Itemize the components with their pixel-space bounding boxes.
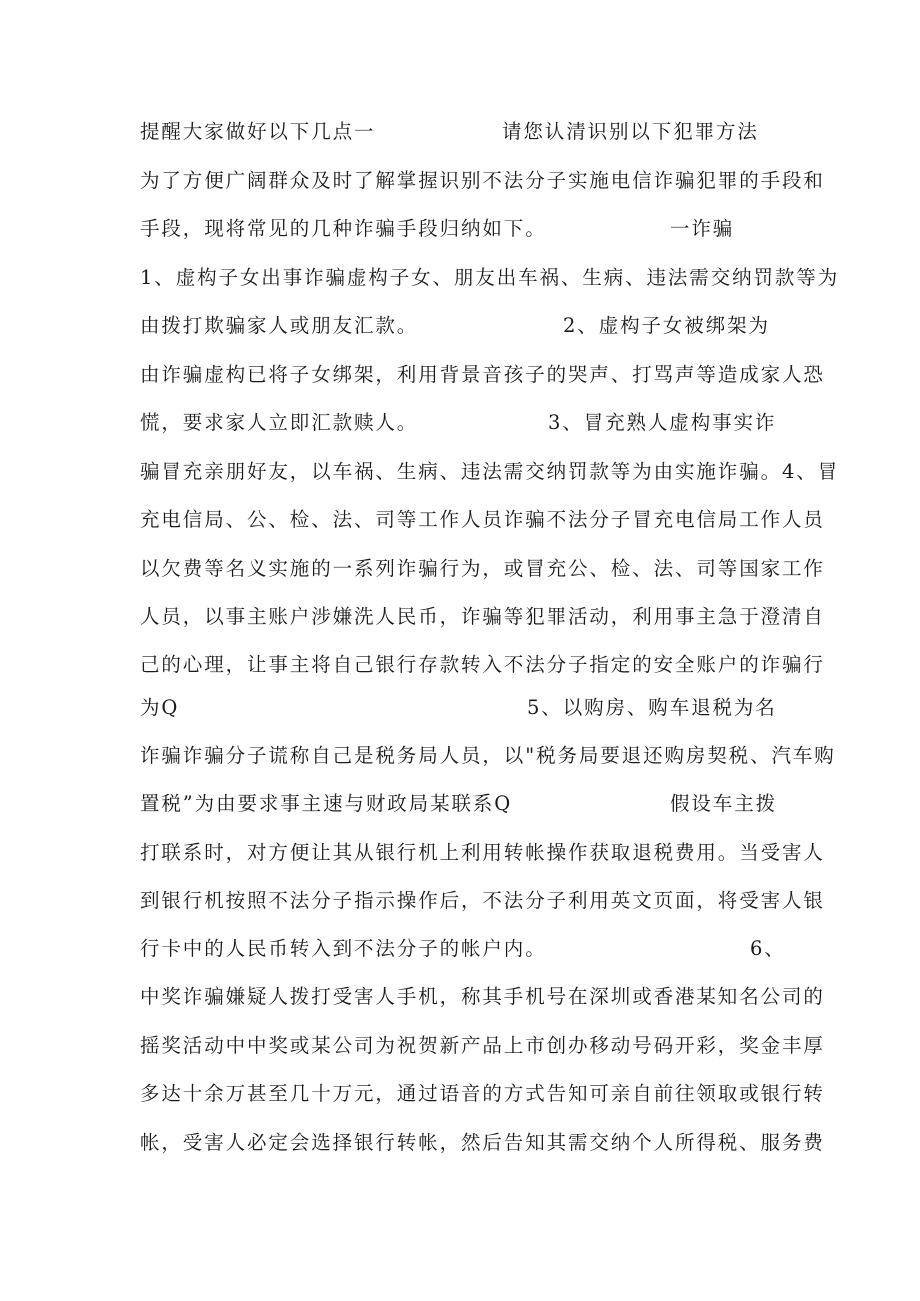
line-16-text: 打联系时，对方便让其从银行机上利用转帐操作获取退税费用。当受害人 (140, 841, 825, 864)
line-5-left: 由拨打欺骗家人或朋友汇款。 (140, 314, 419, 337)
line-15-right: 假设车主拨 (670, 792, 778, 815)
line-7-left: 慌，要求家人立即汇款赎人。 (140, 411, 419, 434)
text-line-7 (140, 408, 790, 438)
text-line-20 (140, 1031, 825, 1061)
text-line-4 (140, 263, 840, 293)
text-line-8 (140, 457, 840, 487)
line-1-right: 请您认清识别以下犯罪方法 (502, 120, 759, 143)
text-line-3 (140, 214, 790, 244)
line-22-text: 帐，受害人必定会选择银行转帐，然后告知其需交纳个人所得税、服务费 (140, 1131, 825, 1154)
text-line-16 (140, 838, 825, 868)
text-line-17 (140, 886, 825, 916)
line-18-left: 行卡中的人民币转入到不法分子的帐户内。 (140, 937, 547, 960)
line-10-text: 以欠费等名义实施的一系列诈骗行为，或冒充公、检、法、司等国家工作 (140, 557, 825, 580)
line-9-text: 充电信局、公、检、法、司等工作人员诈骗不法分子冒充电信局工作人员 (140, 508, 825, 531)
text-line-14 (140, 741, 836, 771)
text-line-10 (140, 554, 825, 584)
line-19-text: 中奖诈骗嫌疑人拨打受害人手机，称其手机号在深圳或香港某知名公司的 (140, 985, 825, 1008)
line-13-left: 为Q (140, 696, 180, 719)
line-20-text: 摇奖活动中中奖或某公司为祝贺新产品上市创办移动号码开彩，奖金丰厚 (140, 1034, 825, 1057)
line-11-text: 人员，以事主账户涉嫌洗人民币，诈骗等犯罪活动，利用事主急于澄清自 (140, 605, 825, 628)
line-4-text: 1、虚构子女出事诈骗虚构子女、朋友出车祸、生病、违法需交纳罚款等为 (140, 266, 840, 289)
text-line-9 (140, 505, 825, 535)
line-13-right: 5、以购房、购车退税为名 (527, 696, 777, 719)
text-line-2 (140, 166, 825, 196)
line-14-text: 诈骗诈骗分子谎称自己是税务局人员，以"税务局要退还购房契税、汽车购 (140, 744, 836, 767)
line-5-right: 2、虚构子女被绑架为 (563, 314, 770, 337)
text-line-15 (140, 789, 790, 819)
line-15-left: 置税”为由要求事主速与财政局某联系Q (140, 792, 513, 815)
line-7-right: 3、冒充熟人虚构事实诈 (548, 411, 777, 434)
line-6-text: 由诈骗虚构已将子女绑架，利用背景音孩子的哭声、打骂声等造成家人恐 (140, 363, 825, 386)
text-line-1 (140, 117, 790, 147)
line-8-text: 骗冒充亲朋好友，以车祸、生病、违法需交纳罚款等为由实施诈骗。4、冒 (140, 460, 840, 483)
text-line-5 (140, 311, 790, 341)
text-line-22 (140, 1128, 825, 1158)
line-2-text: 为了方便广阔群众及时了解掌握识别不法分子实施电信诈骗犯罪的手段和 (140, 169, 825, 192)
line-17-text: 到银行机按照不法分子指示操作后，不法分子利用英文页面，将受害人银 (140, 889, 825, 912)
line-3-right: 一诈骗 (670, 217, 735, 240)
text-line-21 (140, 1079, 825, 1109)
line-3-left: 手段，现将常见的几种诈骗手段归纳如下。 (140, 217, 547, 240)
text-line-18 (140, 934, 790, 964)
text-line-19 (140, 982, 825, 1012)
text-line-12 (140, 650, 825, 680)
line-1-left: 提醒大家做好以下几点一 (140, 120, 376, 143)
text-line-13 (140, 693, 790, 723)
line-12-text: 己的心理，让事主将自己银行存款转入不法分子指定的安全账户的诈骗行 (140, 653, 825, 676)
line-21-text: 多达十余万甚至几十万元，通过语音的方式告知可亲自前往领取或银行转 (140, 1082, 825, 1105)
text-line-11 (140, 602, 825, 632)
text-line-6 (140, 360, 825, 390)
line-18-right: 6、 (750, 937, 786, 960)
